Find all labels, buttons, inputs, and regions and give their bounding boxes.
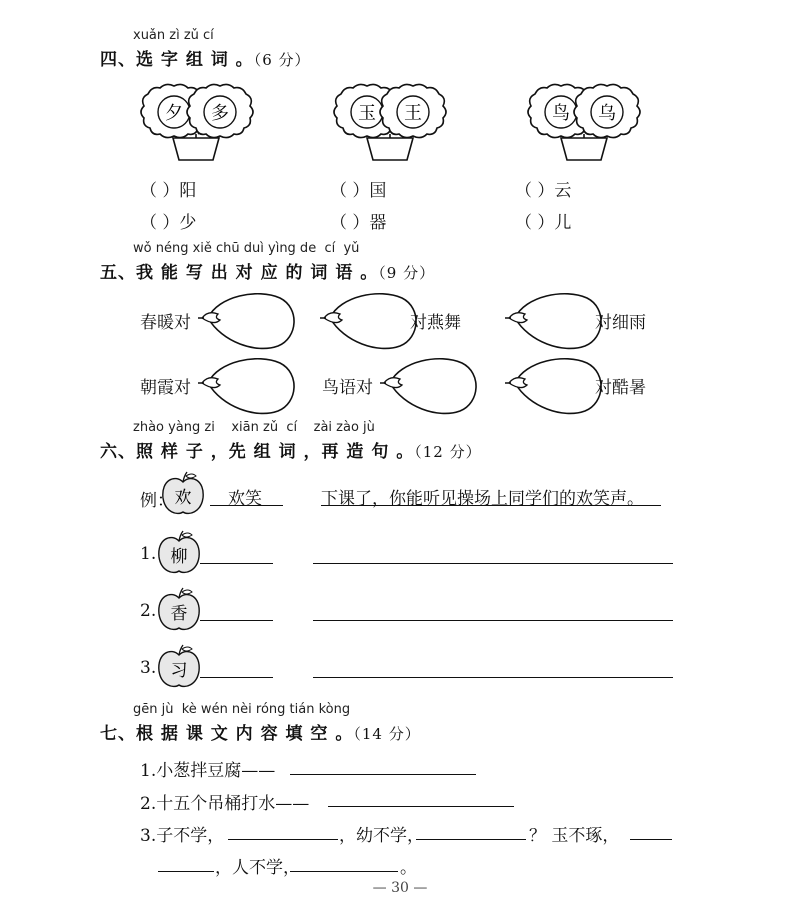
row-number: 1.: [140, 544, 157, 564]
apple-char: 欢: [174, 488, 192, 508]
example-sentence: 下课了，你能听见操场上同学们的欢笑声。: [321, 489, 644, 509]
sec7-pinyin: gēn jù kè wén nèi róng tián kòng: [133, 702, 351, 717]
q3-text-e: 。: [400, 858, 417, 878]
word-blank[interactable]: （ ）云: [515, 181, 572, 201]
word-blank[interactable]: （ ）少: [140, 213, 197, 233]
flower-char: 鸟: [552, 103, 570, 124]
example-word-line: [210, 505, 283, 506]
word-answer-line[interactable]: [200, 677, 273, 678]
word-answer-line[interactable]: [200, 563, 273, 564]
pair-word: 对细雨: [595, 313, 646, 333]
q3-text-c: ？ 玉不琢，: [529, 826, 620, 846]
q1-answer-line[interactable]: [290, 774, 476, 775]
q2-text: 2.十五个吊桶打水——: [140, 794, 310, 814]
q3-answer-line-2[interactable]: [416, 839, 526, 840]
sec5-pinyin: wǒ néng xiě chū duì yìng de cí yǔ: [133, 241, 360, 256]
sec4-pinyin: xuǎn zì zǔ cí: [133, 28, 214, 43]
q3-answer-line-1[interactable]: [228, 839, 338, 840]
pair-word: 朝霞对: [140, 378, 191, 398]
word-blank[interactable]: （ ）阳: [140, 181, 197, 201]
sentence-answer-line[interactable]: [313, 677, 673, 678]
flower-char: 夕: [165, 103, 183, 124]
q3-answer-line-4[interactable]: [158, 871, 214, 872]
page-number: — 30 —: [372, 880, 428, 896]
sec4-title-text: 四、选 字 组 词 。: [100, 50, 254, 70]
sec6-title-text: 六、照 样 子 ，先 组 词 ，再 造 句 。: [100, 442, 415, 462]
sec6-score: （12 分）: [414, 443, 482, 461]
q3-answer-line-5[interactable]: [290, 871, 398, 872]
apple-char: 香: [170, 604, 188, 624]
sec7-score: （14 分）: [353, 725, 421, 743]
sec5-title-text: 五、我 能 写 出 对 应 的 词 语 。: [100, 263, 379, 283]
q3-text-a: 3.子不学，: [140, 826, 225, 846]
sec5-score: （9 分）: [378, 264, 436, 282]
flower-char: 乌: [598, 103, 616, 124]
flower-char: 王: [404, 103, 422, 124]
flower-char: 玉: [358, 103, 376, 124]
q2-answer-line[interactable]: [328, 806, 514, 807]
word-blank[interactable]: （ ）儿: [515, 213, 572, 233]
word-blank[interactable]: （ ）器: [330, 213, 387, 233]
sec4-score: （6 分）: [253, 51, 311, 69]
apple-char: 柳: [170, 547, 188, 567]
row-number: 3.: [140, 658, 157, 678]
word-blank[interactable]: （ ）国: [330, 181, 387, 201]
q1-text: 1.小葱拌豆腐——: [140, 761, 276, 781]
q3-answer-line-3[interactable]: [630, 839, 672, 840]
flower-char: 多: [211, 103, 229, 124]
sentence-answer-line[interactable]: [313, 620, 673, 621]
pair-word: 鸟语对: [322, 378, 373, 398]
word-answer-line[interactable]: [200, 620, 273, 621]
sec7-title: [100, 719, 421, 744]
q3-text-d: ，人不学，: [215, 858, 300, 878]
row-number: 2.: [140, 601, 157, 621]
example-label: 例：: [140, 491, 174, 511]
sec6-pinyin: zhào yàng zi xiān zǔ cí zài zào jù: [133, 420, 375, 435]
example-sentence-line: [321, 505, 661, 506]
pair-word: 对酷暑: [595, 378, 646, 398]
pair-word: 春暖对: [140, 313, 191, 333]
q3-text-b: ，幼不学，: [339, 826, 424, 846]
example-word: 欢笑: [228, 489, 262, 509]
pair-word: 对燕舞: [410, 313, 461, 333]
sec7-title-text: 七、根 据 课 文 内 容 填 空 。: [100, 724, 354, 744]
sentence-answer-line[interactable]: [313, 563, 673, 564]
apple-char: 习: [170, 661, 188, 681]
